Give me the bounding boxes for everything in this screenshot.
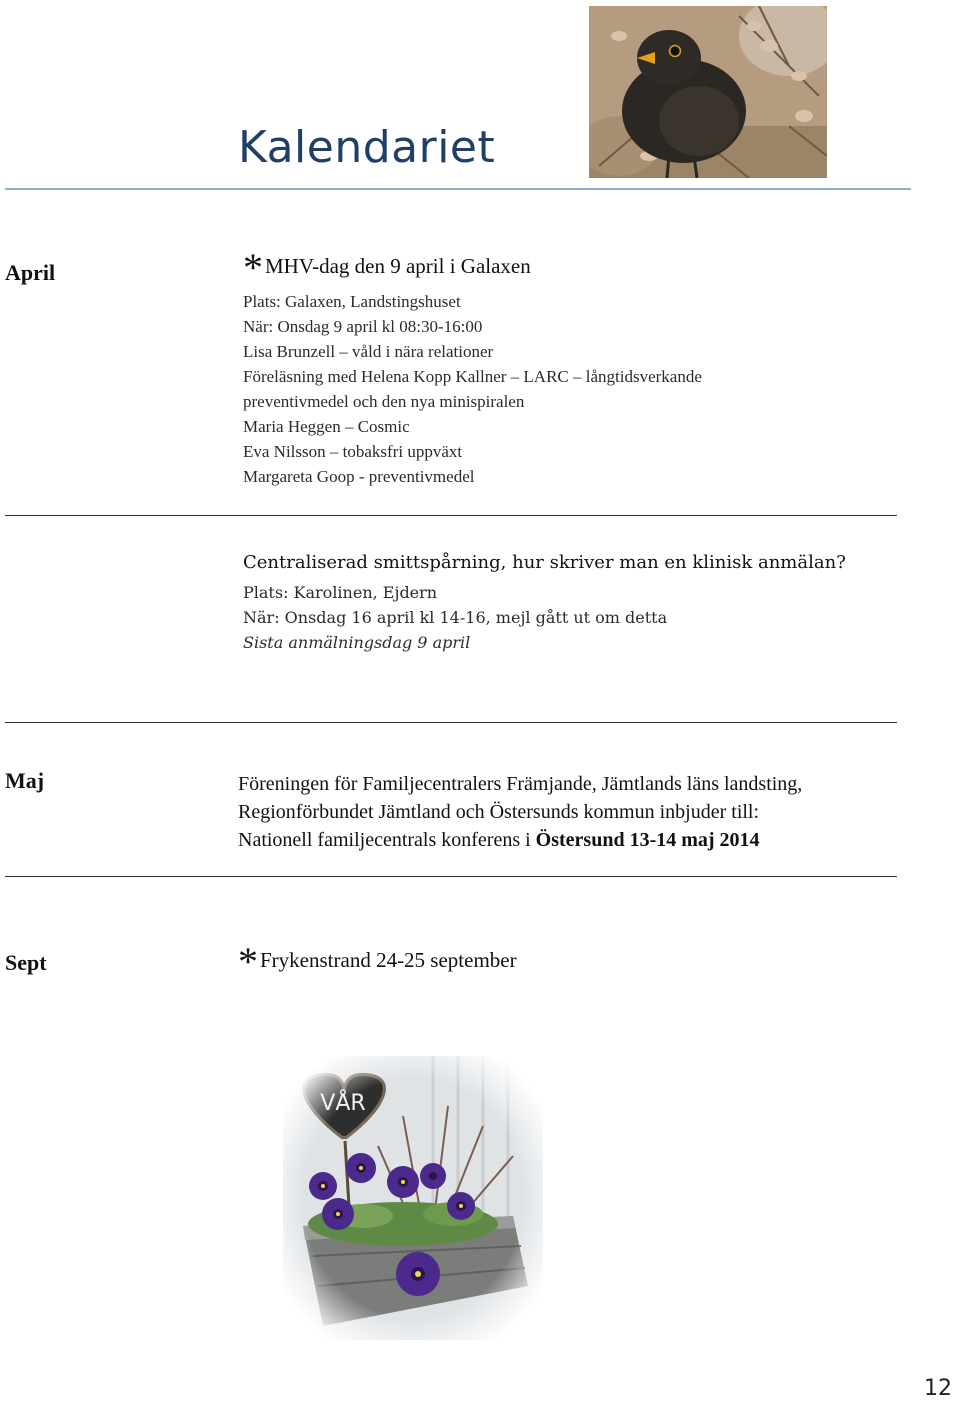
blackbird-photo xyxy=(589,6,827,178)
event-conference-text xyxy=(238,770,802,854)
event-title-frykenstrand xyxy=(238,939,517,984)
conference-line-prefix: Nationell familjecentrals konferens i xyxy=(238,829,536,851)
section-divider xyxy=(5,722,897,723)
event-detail-line: Margareta Goop - preventivmedel xyxy=(243,467,475,486)
event-deadline: Sista anmälningsdag 9 april xyxy=(243,633,471,652)
title-divider xyxy=(5,188,911,190)
event-detail-line: preventivmedel och den nya minispiralen xyxy=(243,392,525,411)
event-when: När: Onsdag 16 april kl 14-16, mejl gått ut om detta xyxy=(243,608,668,627)
pansy-planter-photo xyxy=(283,1056,543,1340)
event-detail-line: Plats: Galaxen, Landstingshuset xyxy=(243,292,461,311)
event-details-smittsparning xyxy=(243,580,667,655)
page-title: Kalendariet xyxy=(238,122,496,173)
event-title-text: MHV-dag den 9 april i Galaxen xyxy=(265,254,531,278)
section-divider xyxy=(5,876,897,877)
event-detail-line: Maria Heggen – Cosmic xyxy=(243,417,410,436)
event-detail-line: Eva Nilsson – tobaksfri uppväxt xyxy=(243,442,463,461)
event-title-text: Frykenstrand 24-25 september xyxy=(260,948,517,972)
page-number: 12 xyxy=(924,1376,952,1401)
month-label-april: April xyxy=(5,260,56,285)
section-divider xyxy=(5,515,897,516)
conference-line xyxy=(238,826,802,854)
event-detail-line: Lisa Brunzell – våld i nära relationer xyxy=(243,342,494,361)
event-detail-line: Föreläsning med Helena Kopp Kallner – LARC – långtidsverkande xyxy=(243,367,702,386)
event-title-smittsparning: Centraliserad smittspårning, hur skriver man en klinisk anmälan? xyxy=(243,552,846,573)
conference-location-date: Östersund 13-14 maj 2014 xyxy=(535,829,760,851)
month-label-sept: Sept xyxy=(5,950,47,975)
conference-line: Regionförbundet Jämtland och Östersunds kommun inbjuder till: xyxy=(238,801,760,823)
month-label-maj: Maj xyxy=(5,768,45,793)
event-place: Plats: Karolinen, Ejdern xyxy=(243,583,438,602)
conference-line: Föreningen för Familjecentralers Främjande, Jämtlands läns landsting, xyxy=(238,773,803,795)
asterisk-bullet: * xyxy=(243,245,263,290)
event-detail-line: När: Onsdag 9 april kl 08:30-16:00 xyxy=(243,317,483,336)
asterisk-bullet: * xyxy=(238,939,258,984)
event-title-mhv-dag xyxy=(243,245,531,290)
event-details-mhv-dag xyxy=(243,289,702,489)
